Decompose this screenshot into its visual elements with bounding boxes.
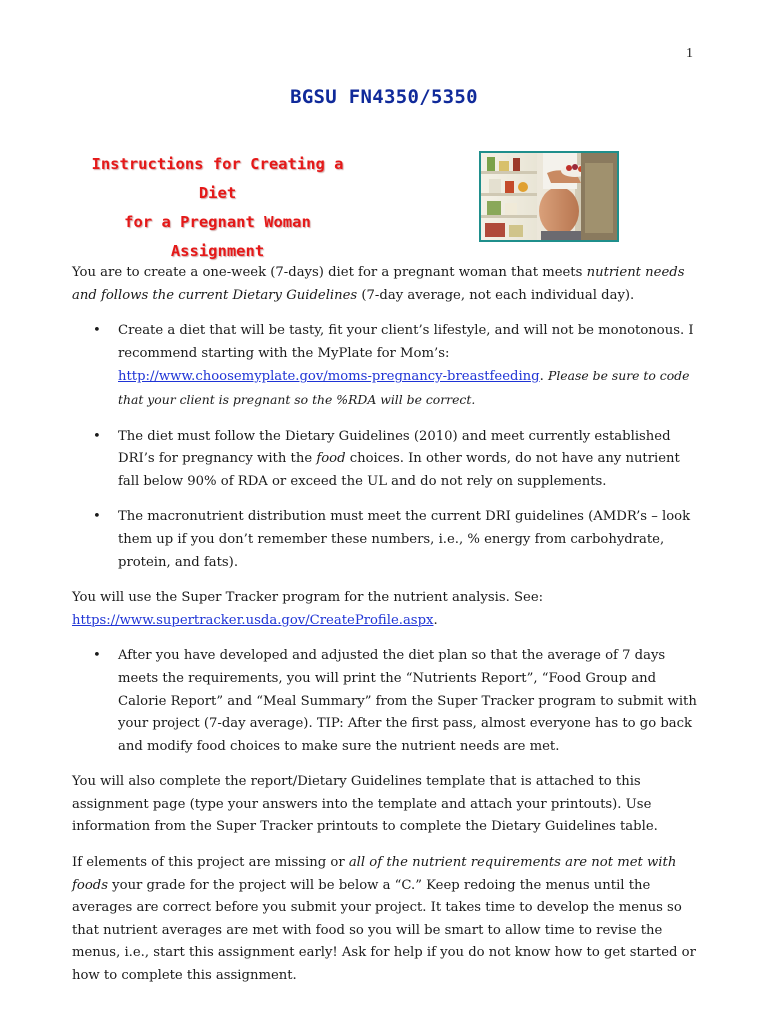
intro-text-1: You are to create a one-week (7-days) diet for a pregnant woman that meets (72, 265, 587, 280)
assignment-title-line-3: Assignment (170, 242, 265, 260)
bullet-4-text: After you have developed and adjusted the diet plan so that the average of 7 days meets the requirements, you will print the “Nutrients Report”, “Food Group and Calorie Report” and “Meal Summary” from the Super Tracker program to submit with your project (7-day average). TIP: After the first pass, almost everyone has to go back and modify food choices to make sure the nutrient needs are met. (118, 648, 697, 754)
reports-list (72, 645, 700, 758)
bullet-1-italic: Please be sure to code that your client is pregnant so the %RDA will be correct. (118, 368, 690, 407)
intro-italic: nutrient needs and follows the current Dietary Guidelines (72, 265, 685, 303)
bullet-2-text-1: The diet must follow the Dietary Guidelines (2010) and meet currently established DRI’s for pregnancy with the (118, 428, 671, 467)
final-text-1: If elements of this project are missing or (72, 855, 349, 871)
list-item (72, 645, 700, 758)
tracker-paragraph (72, 587, 700, 632)
bullet-2-italic: food (316, 451, 346, 467)
course-title: BGSU FN4350/5350 (290, 86, 478, 108)
tracker-text: You will use the Super Tracker program for the nutrient analysis. See: (72, 590, 544, 606)
assignment-title-line-1: Instructions for Creating a Diet (91, 155, 344, 202)
final-text-2: your grade for the project will be below a “C.” Keep redoing the menus until the averages are correct before you submit your project. It takes time to develop the menus so that nutrient averages are met with food so you will be smart to allow time to revise the menus, i.e., start this assignment early! Ask for help if you do not know how to get started or how to complete this assignment. (72, 877, 696, 984)
requirements-list (72, 320, 700, 574)
supertracker-link[interactable]: https://www.supertracker.usda.gov/CreateProfile.aspx (72, 612, 434, 628)
page-number: 1 (686, 46, 693, 61)
intro-paragraph (72, 262, 700, 307)
list-item (72, 506, 700, 574)
template-paragraph: You will also complete the report/Dietary Guidelines template that is attached to this assignment page (type your answers into the template and attach your printouts). Use information from the Super Tracker printouts to complete the Dietary Guidelines table. (72, 774, 658, 835)
list-item (72, 320, 700, 412)
final-paragraph (72, 852, 700, 988)
bullet-1-text: Create a diet that will be tasty, fit your client’s lifestyle, and will not be monotonous. I recommend starting with the MyPlate for Mom’s: (118, 323, 694, 361)
bullet-1-after-link: . (539, 369, 548, 385)
bullet-2-text-2: choices. In other words, do not have any nutrient fall below 90% of RDA or exceed the UL and do not rely on supplements. (118, 451, 680, 489)
pregnant-woman-fridge-photo-icon (479, 151, 619, 242)
assignment-title (70, 150, 365, 266)
document-body (72, 262, 700, 1001)
bullet-3-text: The macronutrient distribution must meet the current DRI guidelines (AMDR’s – look them up if you don’t remember these numbers, i.e., % energy from carbohydrate, protein, and fats). (118, 509, 691, 570)
list-item (72, 426, 700, 494)
assignment-title-line-2: for a Pregnant Woman (124, 213, 311, 231)
myplate-link[interactable]: http://www.choosemyplate.gov/moms-pregnancy-breastfeeding (118, 369, 540, 385)
intro-text-2: (7-day average, not each individual day). (357, 287, 635, 303)
tracker-after-link: . (433, 612, 438, 628)
final-italic: all of the nutrient requirements are not met with foods (72, 855, 677, 893)
